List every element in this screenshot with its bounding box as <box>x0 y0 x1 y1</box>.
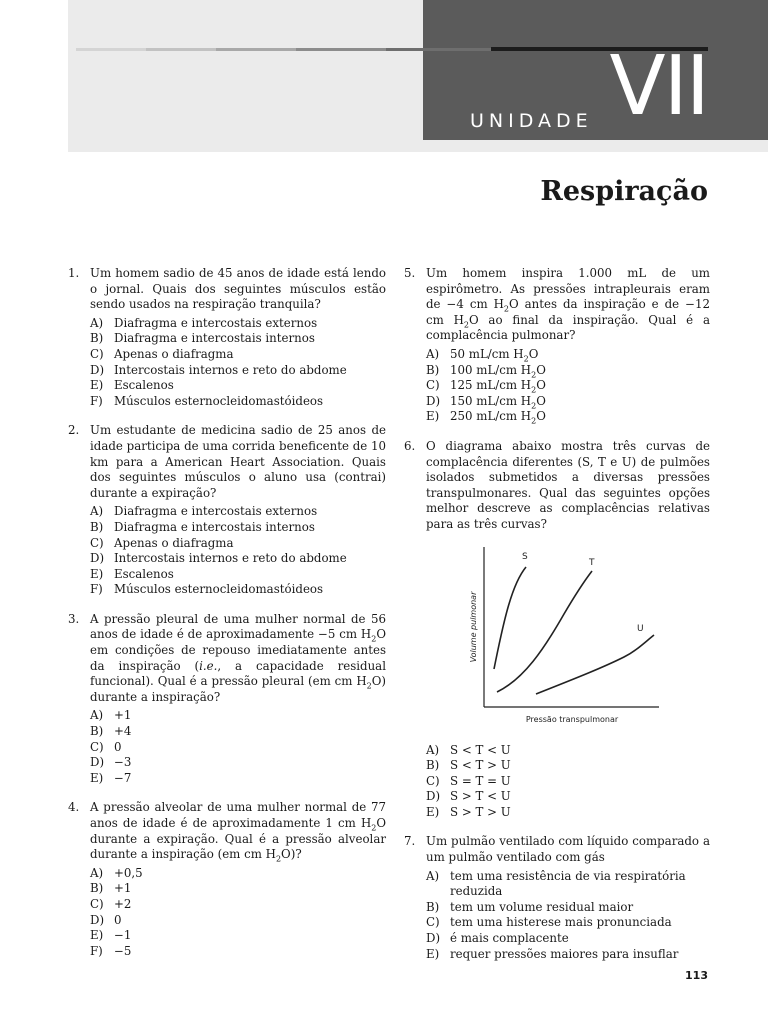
option-letter: D) <box>426 393 441 408</box>
option-text: −1 <box>114 928 132 943</box>
option <box>90 881 386 897</box>
header-rule <box>216 48 296 51</box>
option-part: O <box>536 409 546 424</box>
option-letter: A) <box>90 708 104 723</box>
option-text <box>450 378 546 394</box>
option-letter: A) <box>90 504 104 519</box>
option-text: −5 <box>114 943 132 958</box>
option <box>90 866 386 882</box>
subscript: 2 <box>531 385 537 395</box>
option-text: Apenas o diafragma <box>114 535 234 550</box>
option-letter: A) <box>426 346 440 361</box>
option <box>90 536 386 552</box>
option <box>426 900 710 916</box>
option-list <box>90 316 386 410</box>
option-text: S > T < U <box>450 789 511 804</box>
chapter-title: Respiração <box>540 176 708 207</box>
option-letter: B) <box>90 724 104 739</box>
unit-number: VII <box>609 39 708 134</box>
option <box>90 316 386 332</box>
curve-t <box>497 571 592 692</box>
header-rule <box>146 48 216 51</box>
question-4 <box>68 800 386 959</box>
y-axis-label: Volume pulmonar <box>469 591 478 662</box>
option-text: −3 <box>114 755 132 770</box>
question-number: 6. <box>404 438 416 453</box>
option-letter: D) <box>426 789 441 804</box>
option-letter: C) <box>90 896 104 911</box>
question-number: 5. <box>404 266 416 280</box>
option-letter: C) <box>90 739 104 754</box>
option-text: −7 <box>114 770 132 785</box>
x-axis-label: Pressão transpulmonar <box>525 714 619 724</box>
option-letter: D) <box>90 912 105 927</box>
option-letter: B) <box>426 899 440 914</box>
question-1 <box>68 266 386 409</box>
option-text <box>450 363 546 379</box>
option <box>426 758 710 774</box>
option <box>90 504 386 520</box>
option <box>90 582 386 598</box>
question-5 <box>404 266 710 425</box>
option <box>90 363 386 379</box>
option-list <box>90 708 386 786</box>
option <box>426 363 710 379</box>
option-text: Diafragma e intercostais externos <box>114 504 318 519</box>
option <box>90 708 386 724</box>
curve-label-s: S <box>522 551 528 562</box>
option <box>90 347 386 363</box>
option-text: Intercostais internos e reto do abdome <box>114 362 347 377</box>
option-text: tem uma resistência de via respiratória reduzida <box>450 868 686 899</box>
option <box>90 928 386 944</box>
subscript: 2 <box>371 634 377 644</box>
option-text: S < T > U <box>450 758 511 773</box>
subscript: 2 <box>531 416 537 426</box>
stem-part: Um homem inspira 1.000 mL de um espirômetro. As pressões intrapleurais eram de −4 cm H <box>426 266 710 312</box>
option-part: O <box>536 362 546 377</box>
option-text: Escalenos <box>114 566 174 581</box>
question-stem: Um homem sadio de 45 anos de idade está lendo o jornal. Quais dos seguintes músculos estão sendo usados na respiração tranquila? <box>90 266 386 312</box>
option-text: Músculos esternocleidomastóideos <box>114 582 324 597</box>
option <box>426 347 710 363</box>
curve-u <box>536 635 654 694</box>
option-letter: E) <box>90 378 104 393</box>
option <box>426 915 710 931</box>
option <box>426 743 710 759</box>
subscript: 2 <box>275 854 282 864</box>
option-letter: F) <box>90 582 103 597</box>
subscript: 2 <box>503 304 509 314</box>
option <box>90 755 386 771</box>
option-part: O <box>536 378 546 393</box>
option-text: é mais complacente <box>450 931 569 946</box>
option-text: S < T < U <box>450 742 511 757</box>
option-text: +2 <box>114 896 132 911</box>
option-letter: A) <box>426 742 440 757</box>
curve-s <box>494 567 526 669</box>
question-6 <box>404 439 710 821</box>
option-letter: E) <box>426 409 440 424</box>
option <box>426 409 710 425</box>
option-letter: F) <box>90 943 103 958</box>
option-text: +1 <box>114 708 132 723</box>
stem-part: , a capacidade residual funcional). Qual é a pressão pleural (em cm H <box>90 658 386 689</box>
stem-part: O)? <box>281 847 302 862</box>
option-letter: C) <box>426 773 440 788</box>
option <box>426 931 710 947</box>
option-letter: C) <box>426 915 440 930</box>
option <box>90 394 386 410</box>
option-letter: F) <box>90 393 103 408</box>
option-text: Escalenos <box>114 378 174 393</box>
option-text: Músculos esternocleidomastóideos <box>114 393 324 408</box>
unit-label: UNIDADE <box>470 110 593 132</box>
option-text: requer pressões maiores para insuflar <box>450 946 679 961</box>
option-text: 0 <box>114 912 122 927</box>
option <box>90 897 386 913</box>
option-text <box>450 394 546 410</box>
option-letter: D) <box>90 755 105 770</box>
subscript: 2 <box>371 823 377 833</box>
curve-label-t: T <box>589 557 595 568</box>
question-stem <box>90 800 386 862</box>
option-text: +1 <box>114 881 132 896</box>
option-letter: E) <box>90 770 104 785</box>
option-letter: B) <box>90 881 104 896</box>
option-text: Diafragma e intercostais internos <box>114 519 315 534</box>
option-letter: A) <box>90 315 104 330</box>
option-text: Apenas o diafragma <box>114 346 234 361</box>
right-column <box>404 266 710 976</box>
stem-part: A pressão pleural de uma mulher normal de 56 anos de idade é de aproximadamente −5 cm H <box>90 611 386 642</box>
option-part: 125 mL/cm H <box>450 378 532 393</box>
curve-label-u: U <box>637 623 644 634</box>
option-letter: D) <box>426 931 441 946</box>
compliance-diagram <box>404 539 710 739</box>
option-text <box>450 347 538 363</box>
subscript: 2 <box>523 354 529 364</box>
option-text: S = T = U <box>450 773 511 788</box>
option-list <box>90 504 386 598</box>
option <box>90 520 386 536</box>
option-letter: B) <box>90 519 104 534</box>
option-text <box>450 409 546 425</box>
option <box>426 378 710 394</box>
option-part: 100 mL/cm H <box>450 362 532 377</box>
question-7 <box>404 834 710 962</box>
option <box>90 378 386 394</box>
header-rule <box>386 48 491 51</box>
question-stem <box>90 612 386 706</box>
question-number: 1. <box>68 266 80 280</box>
question-3 <box>68 612 386 787</box>
option-text: Diafragma e intercostais internos <box>114 331 315 346</box>
option <box>90 567 386 583</box>
question-number: 7. <box>404 834 416 849</box>
question-2 <box>68 423 386 598</box>
header-rule <box>296 48 386 51</box>
option-letter: D) <box>90 551 105 566</box>
question-stem: Um estudante de medicina sadio de 25 anos de idade participa de uma corrida beneficente de 10 km para a American Heart Association. Quais dos seguintes músculos o aluno usa (contrai) durante a expiração? <box>90 423 386 500</box>
option <box>90 331 386 347</box>
option-letter: C) <box>90 535 104 550</box>
option-letter: C) <box>90 346 104 361</box>
option <box>426 774 710 790</box>
option <box>90 740 386 756</box>
option <box>426 394 710 410</box>
option-part: 250 mL/cm H <box>450 409 532 424</box>
option-list <box>426 869 710 963</box>
stem-part: i.e. <box>199 658 218 673</box>
option-letter: B) <box>426 758 440 773</box>
option <box>90 771 386 787</box>
option-list <box>426 743 710 821</box>
option-part: 50 mL/cm H <box>450 346 524 361</box>
option-text: tem um volume residual maior <box>450 899 634 914</box>
option-letter: B) <box>426 362 440 377</box>
option-text: Intercostais internos e reto do abdome <box>114 551 347 566</box>
subscript: 2 <box>463 320 469 330</box>
question-stem: Um pulmão ventilado com líquido comparado a um pulmão ventilado com gás <box>426 834 710 865</box>
option-part: O <box>528 346 539 361</box>
option-letter: E) <box>90 928 104 943</box>
option-list <box>426 347 710 425</box>
option <box>90 724 386 740</box>
option <box>90 944 386 960</box>
stem-part: O) durante a inspiração? <box>90 674 386 704</box>
header-rule <box>76 48 146 51</box>
option-letter: B) <box>90 331 104 346</box>
option-text: tem uma histerese mais pronunciada <box>450 915 672 930</box>
option-letter: A) <box>90 865 104 880</box>
option <box>426 947 710 963</box>
option-list <box>90 866 386 960</box>
option-text: S > T > U <box>450 804 511 819</box>
option-text: +0,5 <box>114 865 143 880</box>
option-letter: D) <box>90 362 105 377</box>
subscript: 2 <box>531 401 537 411</box>
option <box>90 551 386 567</box>
question-number: 3. <box>68 611 80 626</box>
left-column <box>68 266 386 973</box>
option-text: 0 <box>114 739 122 754</box>
subscript: 2 <box>366 681 372 691</box>
option-part: 150 mL/cm H <box>450 393 532 408</box>
question-number: 4. <box>68 800 80 815</box>
option <box>90 913 386 929</box>
stem-part: O durante a expiração. Qual é a pressão alveolar durante a inspiração (em cm H <box>90 816 386 862</box>
option <box>426 805 710 821</box>
option-text: +4 <box>114 724 132 739</box>
option-part: O <box>536 393 546 408</box>
option-letter: E) <box>90 566 104 581</box>
option-letter: A) <box>426 868 440 883</box>
question-stem: O diagrama abaixo mostra três curvas de complacência diferentes (S, T e U) de pulmões isolados submetidos a diversas pressões transpulmonares. Qual das seguintes opções melhor descreve as complacências relativas para as três curvas? <box>426 438 710 531</box>
option <box>426 789 710 805</box>
option-letter: C) <box>426 378 440 393</box>
stem-part: O em condições de repouso imediatamente antes da inspiração ( <box>90 627 386 673</box>
compliance-diagram-svg <box>404 539 710 739</box>
option-letter: E) <box>426 804 440 819</box>
stem-part: O ao final da inspiração. Qual é a complacência pulmonar? <box>426 312 710 343</box>
subscript: 2 <box>531 369 537 379</box>
option <box>426 869 710 900</box>
stem-part: O antes da inspiração e de −12 cm H <box>426 297 710 327</box>
option-text: Diafragma e intercostais externos <box>114 315 318 330</box>
page-number: 113 <box>685 969 708 982</box>
question-number: 2. <box>68 423 80 438</box>
option-letter: E) <box>426 946 440 961</box>
question-stem <box>426 266 710 344</box>
stem-part: A pressão alveolar de uma mulher normal de 77 anos de idade é de aproximadamente 1 cm H <box>90 800 386 830</box>
